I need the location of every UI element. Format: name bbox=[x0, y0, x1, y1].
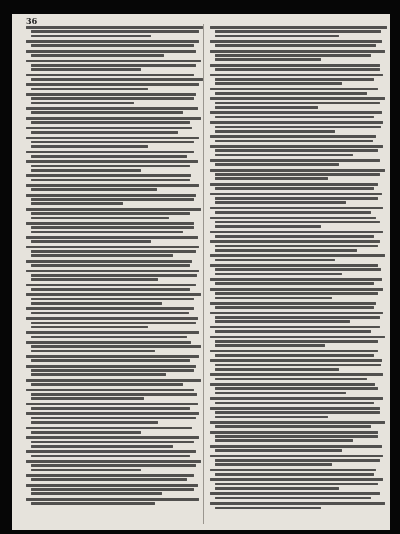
entry-text-line bbox=[31, 64, 196, 67]
entry-text-line bbox=[31, 421, 158, 424]
directory-entry bbox=[26, 403, 203, 410]
entry-text-line bbox=[210, 302, 376, 305]
directory-entry bbox=[26, 83, 203, 90]
directory-entry bbox=[26, 160, 203, 171]
entry-text-line bbox=[26, 60, 201, 63]
entry-text-line bbox=[26, 222, 194, 225]
entry-text-line bbox=[26, 460, 201, 463]
entry-text-line bbox=[26, 93, 196, 96]
entry-text-line bbox=[210, 64, 380, 67]
entry-text-line bbox=[210, 240, 380, 243]
directory-entry bbox=[26, 107, 203, 114]
entry-text-line bbox=[215, 187, 374, 190]
entry-text-line bbox=[26, 474, 194, 477]
directory-entry bbox=[210, 469, 387, 476]
entry-text-line bbox=[210, 469, 376, 472]
entry-text-line bbox=[31, 417, 196, 420]
entry-text-line bbox=[210, 97, 385, 100]
entry-text-line bbox=[215, 102, 380, 105]
entry-text-line bbox=[215, 507, 321, 510]
directory-entry bbox=[210, 183, 387, 190]
entry-text-line bbox=[31, 393, 197, 396]
directory-entry bbox=[210, 492, 387, 499]
entry-text-line bbox=[26, 450, 196, 453]
entry-text-line bbox=[215, 340, 378, 343]
entry-text-line bbox=[31, 469, 141, 472]
entry-text-line bbox=[26, 107, 198, 110]
directory-entry bbox=[26, 460, 203, 471]
directory-entry bbox=[210, 159, 387, 166]
entry-text-line bbox=[215, 140, 373, 143]
entry-text-line bbox=[215, 54, 371, 57]
directory-entry bbox=[210, 26, 387, 37]
entry-text-line bbox=[31, 198, 194, 201]
entry-text-line bbox=[31, 179, 190, 182]
entry-text-line bbox=[210, 254, 385, 257]
directory-entry bbox=[210, 445, 387, 452]
entry-text-line bbox=[26, 365, 196, 368]
directory-entry bbox=[210, 302, 387, 309]
entry-text-line bbox=[31, 455, 190, 458]
entry-text-line bbox=[26, 137, 199, 140]
directory-entry bbox=[26, 208, 203, 219]
entry-text-line bbox=[26, 331, 199, 334]
entry-text-line bbox=[31, 250, 196, 253]
entry-text-line bbox=[31, 165, 190, 168]
directory-entry bbox=[210, 121, 387, 132]
entry-text-line bbox=[31, 35, 151, 38]
directory-entry bbox=[26, 365, 203, 376]
entry-text-line bbox=[31, 383, 183, 386]
directory-entry bbox=[210, 397, 387, 404]
directory-entry bbox=[26, 284, 203, 291]
directory-entry bbox=[210, 88, 387, 95]
directory-entry bbox=[210, 288, 387, 299]
entry-text-line bbox=[215, 425, 371, 428]
directory-entry bbox=[210, 240, 387, 251]
entry-text-line bbox=[215, 282, 374, 285]
entry-text-line bbox=[215, 44, 376, 47]
entry-text-line bbox=[31, 441, 194, 444]
entry-text-line bbox=[26, 174, 191, 177]
entry-text-line bbox=[31, 336, 187, 339]
directory-entry bbox=[26, 222, 203, 233]
entry-text-line bbox=[31, 345, 201, 348]
entry-text-line bbox=[210, 74, 383, 77]
entry-text-line bbox=[215, 106, 318, 109]
entry-text-line bbox=[215, 463, 332, 466]
entry-text-line bbox=[26, 436, 199, 439]
entry-text-line bbox=[215, 245, 378, 248]
directory-entry bbox=[210, 478, 387, 489]
entry-text-line bbox=[215, 268, 381, 271]
directory-entry bbox=[210, 207, 387, 214]
directory-entry bbox=[26, 260, 203, 267]
directory-entry bbox=[210, 421, 387, 428]
entry-text-line bbox=[210, 397, 383, 400]
entry-text-line bbox=[210, 50, 385, 53]
entry-text-line bbox=[215, 459, 380, 462]
directory-entry bbox=[26, 331, 203, 338]
entry-text-line bbox=[215, 416, 328, 419]
entry-text-line bbox=[31, 369, 194, 372]
entry-text-line bbox=[31, 373, 166, 376]
entry-text-line bbox=[215, 354, 374, 357]
entry-text-line bbox=[210, 431, 378, 434]
entry-text-line bbox=[26, 50, 196, 53]
entry-text-line bbox=[26, 379, 201, 382]
entry-text-line bbox=[31, 44, 194, 47]
entry-text-line bbox=[215, 163, 339, 166]
directory-entry bbox=[26, 270, 203, 281]
directory-entry bbox=[26, 484, 203, 495]
directory-entry bbox=[210, 407, 387, 418]
entry-text-line bbox=[215, 330, 371, 333]
entry-text-line bbox=[31, 68, 141, 71]
directory-entry bbox=[26, 137, 203, 148]
directory-entry bbox=[210, 231, 387, 238]
directory-entry bbox=[210, 145, 387, 156]
entry-text-line bbox=[31, 231, 183, 234]
entry-text-line bbox=[215, 154, 353, 157]
directory-entry bbox=[210, 135, 387, 142]
entry-text-line bbox=[210, 421, 385, 424]
entry-text-line bbox=[215, 211, 371, 214]
entry-text-line bbox=[31, 145, 148, 148]
entry-text-line bbox=[26, 151, 194, 154]
entry-text-line bbox=[31, 30, 199, 33]
directory-entry bbox=[210, 373, 387, 380]
entry-text-line bbox=[31, 240, 151, 243]
entry-text-line bbox=[26, 498, 199, 501]
entry-text-line bbox=[215, 392, 346, 395]
entry-text-line bbox=[215, 235, 374, 238]
entry-text-line bbox=[31, 492, 162, 495]
directory-entry bbox=[26, 127, 203, 134]
directory-entry bbox=[26, 474, 203, 481]
entry-text-line bbox=[210, 502, 385, 505]
entry-text-line bbox=[215, 439, 353, 442]
entry-text-line bbox=[31, 445, 173, 448]
directory-entry bbox=[26, 355, 203, 362]
directory-entry bbox=[26, 93, 203, 104]
entry-text-line bbox=[26, 317, 198, 320]
entry-text-line bbox=[210, 326, 380, 329]
entry-text-line bbox=[210, 492, 380, 495]
entry-text-line bbox=[210, 373, 383, 376]
entry-text-line bbox=[215, 78, 374, 81]
entry-text-line bbox=[215, 292, 378, 295]
entry-text-line bbox=[31, 302, 162, 305]
entry-text-line bbox=[215, 487, 339, 490]
entry-text-line bbox=[215, 116, 374, 119]
entry-text-line bbox=[215, 344, 325, 347]
entry-text-line bbox=[26, 74, 194, 77]
entry-text-line bbox=[210, 121, 383, 124]
entry-text-line bbox=[31, 278, 158, 281]
directory-entry bbox=[210, 50, 387, 61]
entry-text-line bbox=[31, 111, 183, 114]
entry-text-line bbox=[31, 502, 155, 505]
directory-entry bbox=[210, 64, 387, 71]
directory-entry bbox=[26, 40, 203, 47]
directory-entry bbox=[26, 293, 203, 304]
entry-text-line bbox=[26, 293, 201, 296]
entry-text-line bbox=[215, 411, 380, 414]
entry-text-line bbox=[215, 149, 378, 152]
entry-text-line bbox=[31, 431, 141, 434]
entry-text-line bbox=[26, 284, 196, 287]
entry-text-line bbox=[31, 274, 197, 277]
entry-text-line bbox=[26, 236, 198, 239]
directory-entry bbox=[210, 40, 387, 47]
entry-text-line bbox=[215, 177, 328, 180]
entry-text-line bbox=[31, 202, 123, 205]
entry-text-line bbox=[215, 82, 342, 85]
entry-text-line bbox=[215, 306, 374, 309]
entry-text-line bbox=[31, 464, 196, 467]
directory-entry bbox=[210, 359, 387, 370]
directory-entry bbox=[210, 264, 387, 275]
directory-entry bbox=[26, 412, 203, 423]
entry-text-line bbox=[31, 326, 148, 329]
entry-text-line bbox=[210, 383, 375, 386]
entry-text-line bbox=[31, 155, 187, 158]
entry-text-line bbox=[31, 141, 194, 144]
entry-text-line bbox=[26, 412, 199, 415]
directory-entry bbox=[26, 498, 203, 505]
directory-entry bbox=[210, 431, 387, 442]
directory-entry bbox=[210, 383, 387, 394]
directory-entry bbox=[26, 317, 203, 328]
entry-text-line bbox=[210, 40, 382, 43]
entry-text-line bbox=[215, 497, 371, 500]
entry-text-line bbox=[215, 225, 321, 228]
entry-text-line bbox=[210, 350, 378, 353]
entry-text-line bbox=[215, 483, 378, 486]
directory-entry bbox=[210, 326, 387, 333]
entry-text-line bbox=[210, 183, 378, 186]
entry-text-line bbox=[215, 273, 342, 276]
entry-text-line bbox=[31, 212, 190, 215]
entry-text-line bbox=[215, 364, 381, 367]
entry-text-line bbox=[26, 246, 199, 249]
entry-text-line bbox=[31, 407, 190, 410]
entry-text-line bbox=[215, 387, 378, 390]
entry-text-line bbox=[215, 68, 380, 71]
entry-text-line bbox=[31, 359, 190, 362]
entry-text-line bbox=[210, 135, 376, 138]
entry-text-line bbox=[210, 455, 383, 458]
entry-text-line bbox=[26, 26, 203, 29]
directory-entry bbox=[210, 193, 387, 204]
entry-text-line bbox=[210, 217, 376, 220]
entry-text-line bbox=[210, 445, 382, 448]
directory-entry bbox=[26, 60, 203, 71]
entry-text-line bbox=[31, 298, 194, 301]
entry-text-line bbox=[215, 449, 342, 452]
entry-text-line bbox=[26, 194, 196, 197]
entry-text-line bbox=[215, 197, 378, 200]
directory-entry bbox=[210, 350, 387, 357]
entry-text-line bbox=[26, 260, 192, 263]
entry-text-line bbox=[210, 159, 380, 162]
directory-entry bbox=[26, 151, 203, 158]
entry-text-line bbox=[215, 35, 339, 38]
entry-text-line bbox=[26, 160, 198, 163]
entry-text-line bbox=[215, 130, 335, 133]
entry-text-line bbox=[215, 30, 381, 33]
directory-entry bbox=[26, 236, 203, 243]
entry-text-line bbox=[31, 226, 194, 229]
entry-text-line bbox=[26, 427, 192, 430]
entry-text-line bbox=[210, 264, 378, 267]
directory-entry bbox=[210, 254, 387, 261]
entry-text-line bbox=[210, 359, 382, 362]
entry-text-line bbox=[210, 111, 382, 114]
entry-text-line bbox=[26, 389, 194, 392]
directory-entry bbox=[210, 74, 387, 85]
entry-text-line bbox=[210, 336, 385, 339]
directory-entry bbox=[210, 111, 387, 118]
entry-text-line bbox=[26, 40, 199, 43]
right-column bbox=[210, 26, 387, 512]
directory-entry bbox=[26, 341, 203, 352]
directory-entry bbox=[210, 217, 387, 228]
entry-text-line bbox=[26, 307, 194, 310]
directory-entry bbox=[26, 74, 203, 81]
entry-text-line bbox=[210, 193, 382, 196]
entry-text-line bbox=[31, 88, 148, 91]
directory-entry bbox=[26, 389, 203, 400]
entry-text-line bbox=[31, 350, 155, 353]
entry-text-line bbox=[210, 407, 380, 410]
entry-text-line bbox=[31, 188, 157, 191]
entry-text-line bbox=[26, 83, 199, 86]
entry-text-line bbox=[31, 488, 194, 491]
directory-entry bbox=[210, 502, 387, 509]
entry-text-line bbox=[210, 207, 383, 210]
directory-entry bbox=[26, 246, 203, 257]
entry-text-line bbox=[31, 121, 190, 124]
entry-text-line bbox=[215, 316, 380, 319]
entry-text-line bbox=[26, 341, 191, 344]
entry-text-line bbox=[215, 126, 381, 129]
entry-text-line bbox=[215, 173, 380, 176]
column-divider bbox=[203, 24, 204, 524]
entry-text-line bbox=[215, 58, 321, 61]
entry-text-line bbox=[31, 478, 187, 481]
directory-entry bbox=[26, 427, 203, 434]
entry-text-line bbox=[215, 201, 346, 204]
entry-text-line bbox=[26, 184, 199, 187]
entry-text-line bbox=[215, 320, 350, 323]
entry-text-line bbox=[210, 88, 378, 91]
entry-text-line bbox=[31, 254, 173, 257]
entry-text-line bbox=[31, 312, 189, 315]
directory-entry bbox=[26, 450, 203, 457]
entry-text-line bbox=[31, 78, 203, 81]
entry-text-line bbox=[215, 92, 367, 95]
directory-entry bbox=[210, 97, 387, 108]
entry-text-line bbox=[210, 145, 383, 148]
left-column bbox=[26, 26, 203, 508]
directory-entry bbox=[26, 379, 203, 386]
directory-entry bbox=[210, 278, 387, 285]
entry-text-line bbox=[31, 397, 144, 400]
entry-text-line bbox=[31, 54, 164, 57]
entry-text-line bbox=[210, 231, 383, 234]
entry-text-line bbox=[26, 355, 199, 358]
directory-entry bbox=[26, 194, 203, 205]
entry-text-line bbox=[31, 102, 134, 105]
entry-text-line bbox=[215, 249, 357, 252]
directory-entry bbox=[210, 169, 387, 180]
entry-text-line bbox=[31, 131, 178, 134]
entry-text-line bbox=[31, 217, 169, 220]
entry-text-line bbox=[210, 169, 385, 172]
entry-text-line bbox=[26, 127, 192, 130]
entry-text-line bbox=[31, 288, 190, 291]
directory-entry bbox=[210, 312, 387, 323]
entry-text-line bbox=[26, 117, 201, 120]
entry-text-line bbox=[210, 478, 383, 481]
directory-entry bbox=[26, 117, 203, 124]
entry-text-line bbox=[31, 169, 141, 172]
entry-text-line bbox=[210, 26, 387, 29]
entry-text-line bbox=[210, 288, 383, 291]
entry-text-line bbox=[210, 312, 383, 315]
entry-text-line bbox=[26, 484, 198, 487]
entry-text-line bbox=[26, 403, 198, 406]
directory-entry bbox=[26, 26, 203, 37]
directory-entry bbox=[26, 50, 203, 57]
entry-text-line bbox=[215, 368, 339, 371]
directory-entry bbox=[26, 307, 203, 314]
entry-text-line bbox=[26, 208, 201, 211]
entry-text-line bbox=[215, 221, 380, 224]
directory-entry bbox=[210, 455, 387, 466]
directory-entry bbox=[26, 174, 203, 181]
entry-text-line bbox=[210, 278, 382, 281]
entry-text-line bbox=[215, 378, 367, 381]
entry-text-line bbox=[215, 297, 332, 300]
directory-entry bbox=[26, 184, 203, 191]
entry-text-line bbox=[215, 473, 374, 476]
directory-page bbox=[12, 14, 390, 530]
entry-text-line bbox=[26, 270, 199, 273]
entry-text-line bbox=[215, 435, 378, 438]
directory-entry bbox=[26, 436, 203, 447]
entry-text-line bbox=[31, 322, 196, 325]
entry-text-line bbox=[31, 97, 194, 100]
entry-text-line bbox=[31, 264, 190, 267]
entry-text-line bbox=[215, 402, 374, 405]
directory-entry bbox=[210, 336, 387, 347]
page-number: 36 bbox=[26, 16, 38, 26]
entry-text-line bbox=[215, 259, 335, 262]
